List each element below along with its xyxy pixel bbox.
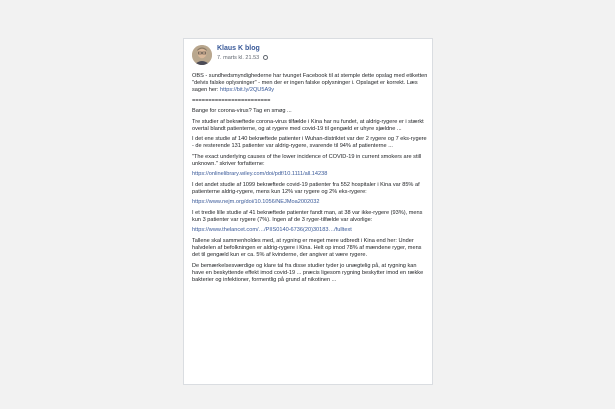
post-paragraph: De bemærkelsesværdige og klare tal fra disse studier tyder jo unægtelig på, at rygning kan have en beskyttende effekt imod covid-19 ... præcis ligesom rygning beskytter imod en række bakterier og infektioner, formentlig på grund af nikotinen ... [192, 262, 424, 283]
post-body [192, 73, 428, 287]
post-paragraph: I et tredie lille studie af 41 bekræftede patienter fandt man, at 38 var ikke-rygere (93%), mens kun 3 patienter var rygere (7%). Ingen af de 3 ryger-tilfælde var alvorlige: [192, 209, 423, 223]
post-paragraph: Tre studier af bekræftede corona-virus tilfælde i Kina har nu fundet, at aldrig-rygere er i stærkt overtal blandt patienterne, og at rygere med covid-19 til gengæld er uhyre sjældne ... [192, 118, 424, 132]
post-link[interactable]: https://bit.ly/2QU5A9y [220, 87, 275, 94]
post-paragraph: OBS - sundhedsmyndighederne har tvunget Facebook til at stemple dette opslag med etiketten "delvis falske oplysninger" - men der er ingen falske oplysninger i. Opslaget er korrekt. Læs sagen her: https://bit.ly/2QU5A9y [192, 73, 428, 94]
post-paragraph [192, 171, 428, 178]
post-meta [217, 55, 268, 61]
facebook-post-card [183, 38, 433, 385]
author-name[interactable]: Klaus K blog [217, 45, 260, 52]
post-paragraph [192, 199, 428, 206]
post-header [192, 45, 426, 67]
author-avatar[interactable] [192, 45, 212, 65]
post-paragraph: Bange for corona-virus? Tag en smøg ... [192, 108, 292, 115]
post-link[interactable]: https://onlinelibrary.wiley.com/doi/pdf/10.1111/all.14238 [192, 171, 328, 178]
post-paragraph [192, 227, 428, 234]
post-paragraph: I det ene studie af 140 bekræftede patienter i Wuhan-distriktet var der 2 rygere og 7 eks-rygere - de resterende 131 patienter var aldrig-rygere, svarende til 94% af patienterne ... [192, 136, 427, 150]
post-paragraph: ======================== [192, 97, 271, 104]
globe-icon [263, 55, 268, 60]
avatar-photo-icon [192, 45, 212, 65]
post-link[interactable]: https://www.thelancet.com/…/PIIS0140-6736(20)30183…/fulltext [192, 227, 352, 234]
post-paragraph: "The exact underlying causes of the lower incidence of COVID-19 in current smokers are still unknown." skriver forfatterne: [192, 153, 422, 167]
post-link[interactable]: https://www.nejm.org/doi/10.1056/NEJMoa2002032 [192, 199, 320, 206]
post-timestamp[interactable]: 7. marts kl. 21.53 [217, 55, 260, 61]
post-paragraph: I det andet studie af 1099 bekræftede covid-19 patienter fra 552 hospitaler i Kina var 85% af patienterne aldrig-rygere, mens kun 12% var rygere og 2% eks-rygere: [192, 181, 420, 195]
post-paragraph: Tallene skal sammenholdes med, at rygning er meget mere udbredt i Kina end her: Under halvdelen af befolkningen er aldrig-rygere i Kina. Helt op imod 78% af mændene ryger, mens det til gengæld kun er ca. 5% af kvinderne, der angiver at være rygere. [192, 237, 422, 259]
